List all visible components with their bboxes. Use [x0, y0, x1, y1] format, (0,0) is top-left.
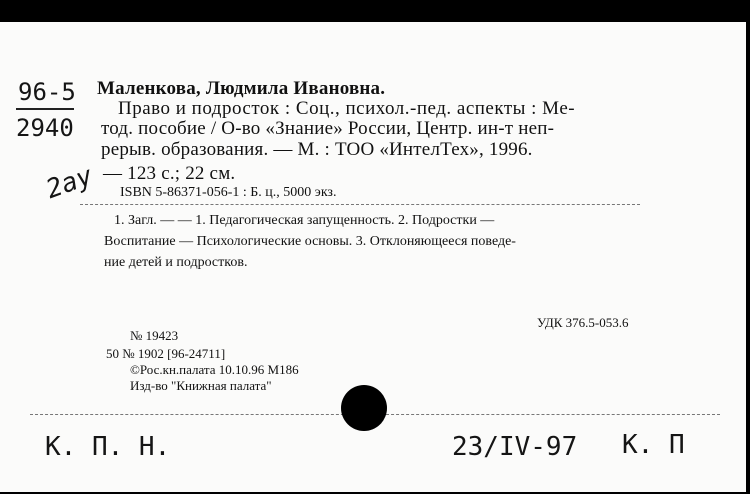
book-chamber-stamp: ©Рос.кн.палата 10.10.96 M186: [130, 362, 299, 377]
footer-date: 23/IV-97: [452, 432, 578, 462]
separator-1: [80, 204, 640, 205]
subjects-line-3: ние детей и подростков.: [104, 255, 248, 270]
handwritten-mark: 2ay: [42, 160, 97, 206]
edition-number: 50 № 1902 [96-24711]: [106, 346, 226, 361]
call-number-bottom: 2940: [16, 114, 74, 142]
udc-code: УДК 376.5-053.6: [537, 315, 629, 330]
title-line-3: рерыв. образования. — М. : ТОО «ИнтелТех», 1996.: [101, 139, 533, 160]
footer-initials-right: К. П: [622, 430, 685, 460]
author-heading: Маленкова, Людмила Ивановна.: [97, 78, 386, 99]
subjects-line-2: Воспитание — Психологические основы. 3. Отклоняющееся поведе-: [104, 234, 516, 249]
footer-initials-left: К. П. Н.: [45, 432, 171, 462]
registration-number: № 19423: [130, 328, 179, 343]
isbn: ISBN 5-86371-056-1 : Б. ц., 5000 экз.: [120, 185, 337, 200]
call-number-divider: [16, 108, 74, 110]
call-number-top: 96-5: [18, 78, 76, 106]
extent: — 123 с.; 22 см.: [103, 163, 236, 184]
title-line-2: тод. пособие / О-во «Знание» России, Центр. ин-т неп-: [101, 118, 555, 139]
card-punch-hole: [341, 385, 387, 431]
title-line-1: Право и подросток : Соц., психол.-пед. аспекты : Ме-: [118, 98, 576, 119]
publisher-note: Изд-во "Книжная палата": [130, 378, 272, 393]
subjects-line-1: 1. Загл. — — 1. Педагогическая запущенность. 2. Подростки —: [114, 213, 495, 228]
